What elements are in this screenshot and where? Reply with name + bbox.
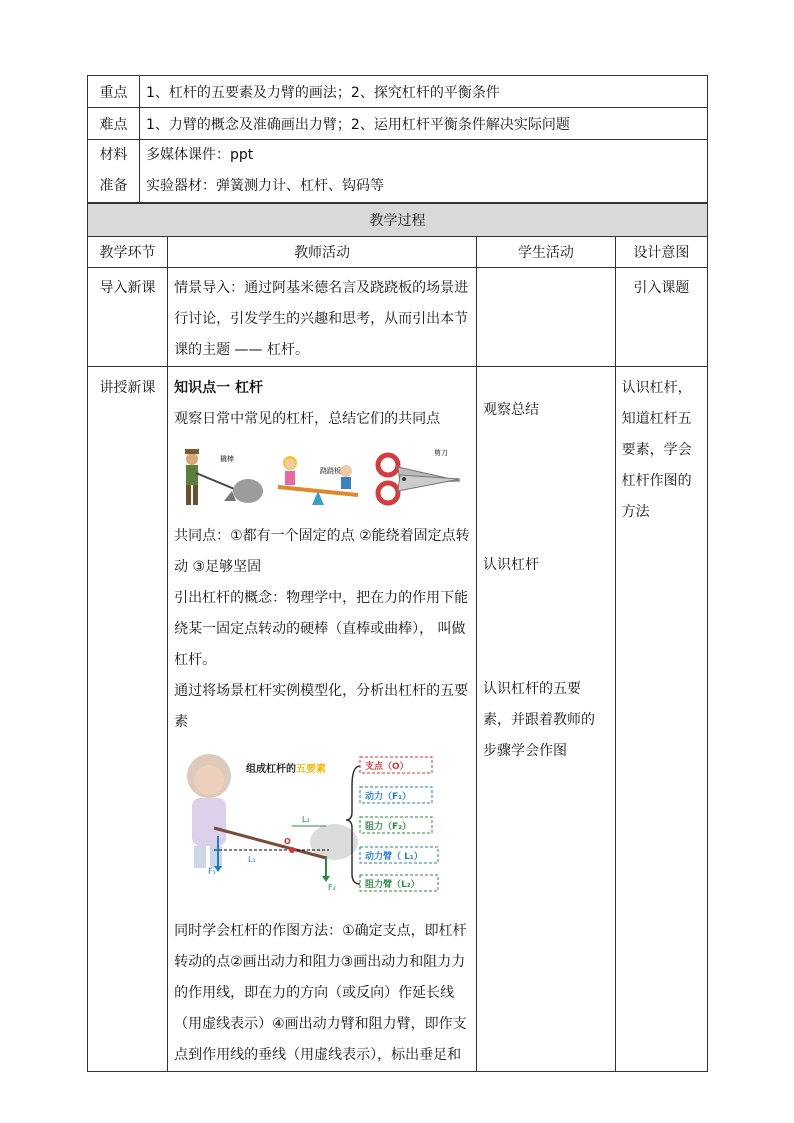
f1-label: F₁ <box>208 867 216 876</box>
difficulties-label: 难点 <box>88 108 140 140</box>
purpose-text: 认识杠杆，知道杠杆五要素，学会杠杆作图的方法 <box>621 380 692 520</box>
fulcrum-label: O <box>284 837 291 846</box>
student-activity-2: 认识杠杆 <box>483 557 540 573</box>
teach-stage: 讲授新课 <box>88 367 168 1072</box>
header-student: 学生活动 <box>477 237 616 268</box>
teach-student <box>477 367 616 1072</box>
lever-examples <box>174 443 470 513</box>
l1-label: L₁ <box>248 855 256 864</box>
materials-label-1: 材料 <box>99 147 128 163</box>
header-stage: 教学环节 <box>88 237 168 268</box>
drawing-method-text: 同时学会杠杆的作图方法：①确定支点，即杠杆转动的点②画出动力和阻力③画出动力和阻力力的作用线，即在力的方向（或反向）作延长线（用虚线表示）④画出动力臂和阻力臂，即作支点到作用线的垂线（用虚线表示），标出垂足和 <box>174 923 467 1063</box>
intro-row <box>88 268 708 367</box>
element-load-arm: 阻力臂（L₂） <box>365 880 420 890</box>
materials-media: 多媒体课件：ppt <box>146 147 254 163</box>
seesaw-image <box>272 443 364 513</box>
five-elements-intro: 通过将场景杠杆实例模型化，分析出杠杆的五要素 <box>174 683 469 730</box>
key-points-label: 重点 <box>88 76 140 108</box>
knowledge-heading: 知识点一 杠杆 <box>174 380 263 396</box>
crowbar-image <box>174 443 266 513</box>
teacher-observe-text: 观察日常中常见的杠杆，总结它们的共同点 <box>174 411 441 427</box>
common-points-text: 共同点：①都有一个固定的点 ②能绕着固定点转动 ③足够坚固 <box>174 528 470 575</box>
figure-title-highlight: 五要素 <box>296 764 327 775</box>
key-points-value: 1、杠杆的五要素及力臂的画法；2、探究杠杆的平衡条件 <box>140 76 708 108</box>
crowbar-label: 撬棒 <box>220 455 235 463</box>
f2-label: F₂ <box>328 883 336 892</box>
header-purpose: 设计意图 <box>615 237 707 268</box>
element-fulcrum: 支点（O） <box>365 762 409 772</box>
teach-row <box>88 367 708 1072</box>
teach-teacher <box>168 367 477 1072</box>
materials-row <box>88 140 708 203</box>
process-title: 教学过程 <box>88 204 708 237</box>
figure-title-prefix: 组成杠杆的 <box>246 764 297 775</box>
intro-purpose: 引入课题 <box>615 268 707 367</box>
element-load: 阻力（F₂） <box>365 822 412 832</box>
seesaw-label: 跷跷板 <box>320 467 342 475</box>
materials-value <box>140 140 708 203</box>
l2-label: L₂ <box>302 815 310 824</box>
scissors-label: 剪刀 <box>434 449 449 457</box>
process-header-row <box>88 237 708 268</box>
materials-label-2: 准备 <box>99 178 128 194</box>
student-activity-1: 观察总结 <box>483 402 540 418</box>
intro-teacher <box>168 268 477 367</box>
process-title-row <box>88 204 708 237</box>
figure-title <box>246 762 326 775</box>
materials-equipment: 实验器材：弹簧测力计、杠杆、钩码等 <box>146 178 384 194</box>
student-activity-3: 认识杠杆的五要素，并跟着教师的步骤学会作图 <box>483 681 596 759</box>
teaching-process-table <box>87 203 708 1072</box>
five-elements-figure <box>174 746 464 896</box>
element-effort-arm: 动力臂（ L₁） <box>365 852 423 862</box>
scissors-image <box>370 443 462 513</box>
header-teacher: 教师活动 <box>168 237 477 268</box>
intro-stage: 导入新课 <box>88 268 168 367</box>
materials-label <box>88 140 140 203</box>
lever-concept-text: 引出杠杆的概念：物理学中，把在力的作用下能绕某一固定点转动的硬棒（直棒或曲棒）， 叫做杠杆。 <box>174 590 469 668</box>
intro-teacher-text: 情景导入：通过阿基米德名言及跷跷板的场景进行讨论，引发学生的兴趣和思考，从而引出本节课的主题 —— 杠杆。 <box>174 280 469 358</box>
difficulties-value: 1、力臂的概念及准确画出力臂；2、运用杠杆平衡条件解决实际问题 <box>140 108 708 140</box>
key-points-row <box>88 76 708 108</box>
teach-purpose <box>615 367 707 1072</box>
element-effort: 动力（F₁） <box>365 792 412 802</box>
intro-student <box>477 268 616 367</box>
difficulties-row <box>88 108 708 140</box>
lesson-info-table <box>87 75 708 203</box>
